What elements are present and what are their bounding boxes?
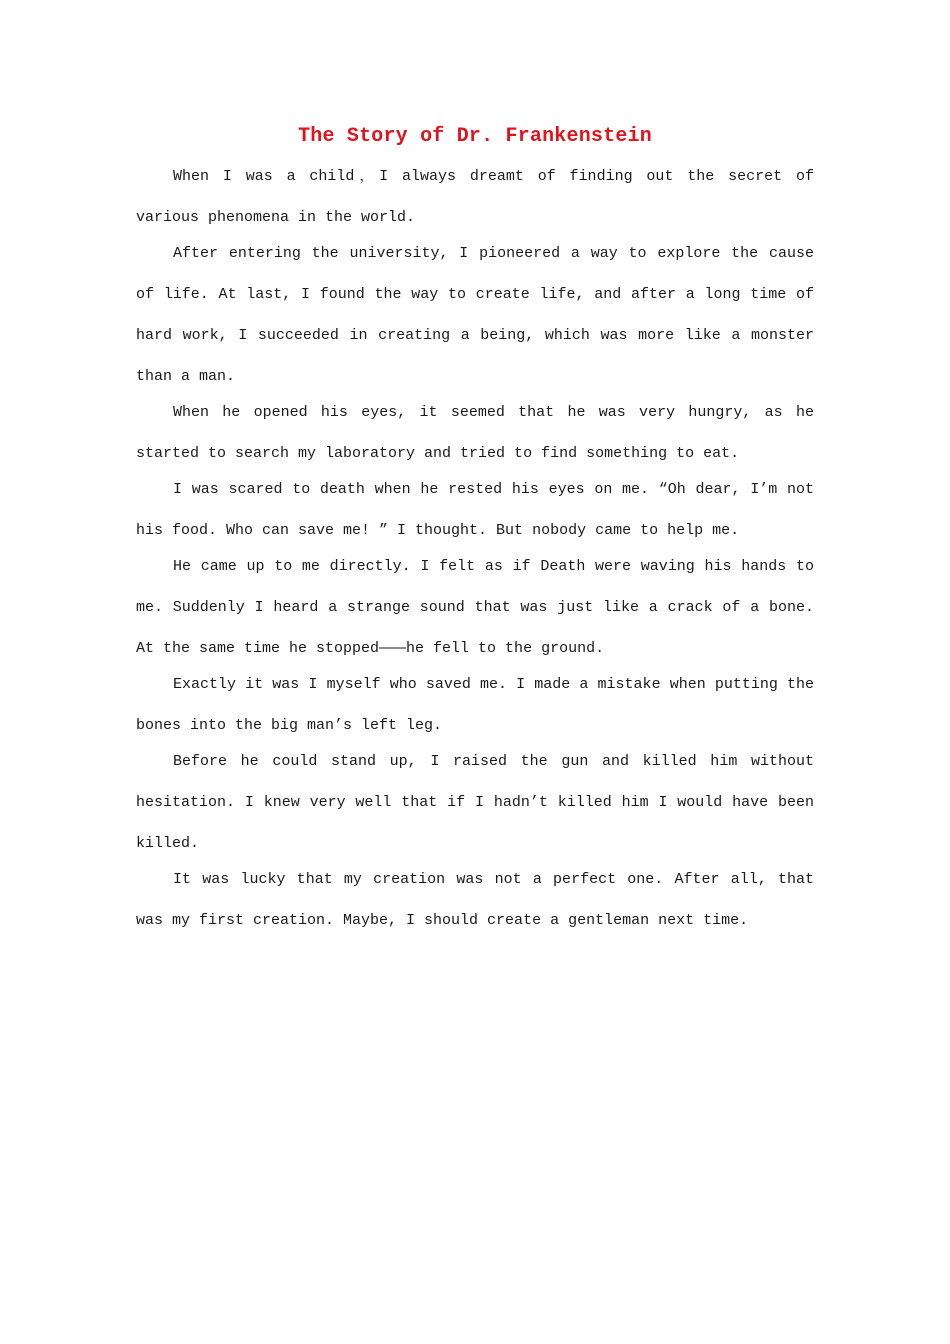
paragraph-4: I was scared to death when he rested his eyes on me. “Oh dear, I’m not his food. Who can save me! ” I thought. But nobody came to help me. — [136, 481, 814, 539]
paragraph-5: He came up to me directly. I felt as if Death were waving his hands to me. Suddenly I heard a strange sound that was just like a crack of a bone. At the same time he stopped———he fell to the ground. — [136, 558, 814, 657]
paragraph-3: When he opened his eyes, it seemed that he was very hungry, as he started to search my laboratory and tried to find something to eat. — [136, 404, 814, 462]
paragraph-1: When I was a child，I always dreamt of finding out the secret of various phenomena in the world. — [136, 168, 814, 226]
paragraph-7: Before he could stand up, I raised the gun and killed him without hesitation. I knew very well that if I hadn’t killed him I would have been killed. — [136, 753, 814, 852]
paragraph-6: Exactly it was I myself who saved me. I made a mistake when putting the bones into the big man’s left leg. — [136, 676, 814, 734]
paragraph-8: It was lucky that my creation was not a perfect one. After all, that was my first creation. Maybe, I should create a gentleman next time. — [136, 871, 814, 929]
document-page — [136, 120, 814, 936]
paragraph-2: After entering the university, I pioneered a way to explore the cause of life. At last, I found the way to create life, and after a long time of hard work, I succeeded in creating a being, which was more like a monster than a man. — [136, 245, 814, 385]
document-title: The Story of Dr. Frankenstein — [298, 125, 652, 148]
